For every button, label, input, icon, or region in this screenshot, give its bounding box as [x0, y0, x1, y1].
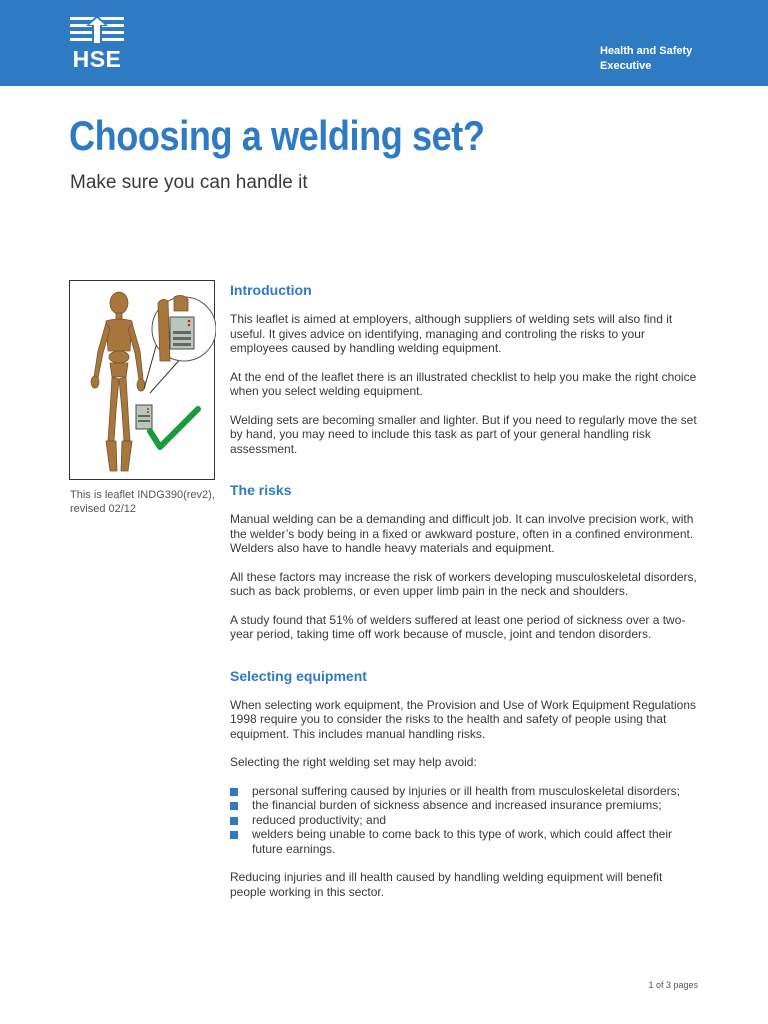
selecting-paragraph-2: Selecting the right welding set may help avoid:: [230, 755, 477, 769]
page-subtitle: Make sure you can handle it: [70, 172, 308, 193]
hse-logo-icon: [66, 14, 128, 72]
intro-paragraph-1: This leaflet is aimed at employers, although suppliers of welding sets will also find it useful. It gives advice on identifying, managing and controling the risks to your employees caused by handling welding equipment.: [230, 312, 673, 355]
main-content: [230, 280, 700, 899]
organisation-name: [600, 44, 750, 74]
selecting-paragraph-1: When selecting work equipment, the Provision and Use of Work Equipment Regulations 1998 require you to consider the risks to the health and safety of people using that equipment. This includes manual handling risks.: [230, 697, 697, 741]
checkmark-icon: [150, 409, 198, 447]
list-item: [230, 798, 700, 813]
intro-paragraph-2: At the end of the leaflet there is an illustrated checklist to help you make the right choice when you select welding equipment.: [230, 369, 697, 398]
mannequin-illustration: [69, 280, 215, 480]
risks-paragraph-1: Manual welding can be a demanding and difficult job. It can involve precision work, with the welder’s body being in a fixed or awkward posture, often in a confined environment. Welders also have to handle heavy materials and equipment.: [230, 512, 694, 555]
risks-paragraph-3: A study found that 51% of welders suffered at least one period of sickness over a two-year period, taking time off work because of muscle, joint and tendon disorders.: [230, 612, 686, 641]
logo-text: HSE: [72, 46, 122, 72]
list-item-text: the financial burden of sickness absence and increased insurance premiums;: [252, 798, 662, 812]
page-number: 1 of 3 pages: [648, 980, 698, 990]
list-item: [230, 784, 700, 799]
list-item: [230, 813, 700, 828]
list-item: [230, 827, 700, 856]
square-bullet-icon: [230, 831, 238, 839]
hse-logo-graphic: [66, 14, 128, 48]
selecting-heading: Selecting equipment: [230, 667, 367, 684]
org-name-line1: Health and Safety: [600, 45, 693, 57]
risks-heading: The risks: [230, 482, 292, 498]
selecting-closing: Reducing injuries and ill health caused by handling welding equipment will benefit people working in this sector.: [230, 870, 663, 899]
avoid-list: [230, 784, 700, 857]
mannequin-graphic: [70, 281, 216, 481]
header-banner: [0, 0, 768, 86]
square-bullet-icon: [230, 802, 238, 810]
list-item-text: personal suffering caused by injuries or ill health from musculoskeletal disorders;: [252, 783, 680, 798]
page-title: Choosing a welding set?: [69, 112, 485, 159]
leaflet-reference: This is leaflet INDG390(rev2), revised 02/12: [70, 489, 215, 515]
list-item-text: reduced productivity; and: [252, 812, 387, 827]
square-bullet-icon: [230, 817, 238, 825]
org-name-line2: Executive: [600, 60, 652, 72]
square-bullet-icon: [230, 788, 238, 796]
intro-paragraph-3: Welding sets are becoming smaller and lighter. But if you need to regularly move the set by hand, you may need to include this task as part of your general handling risk assessment.: [230, 412, 697, 456]
risks-paragraph-2: All these factors may increase the risk of workers developing musculoskeletal disorders, such as back problems, or even upper limb pain in the neck and shoulders.: [230, 569, 697, 598]
introduction-heading: Introduction: [230, 282, 312, 298]
list-item-text: welders being unable to come back to this type of work, which could affect their future earnings.: [252, 827, 673, 856]
